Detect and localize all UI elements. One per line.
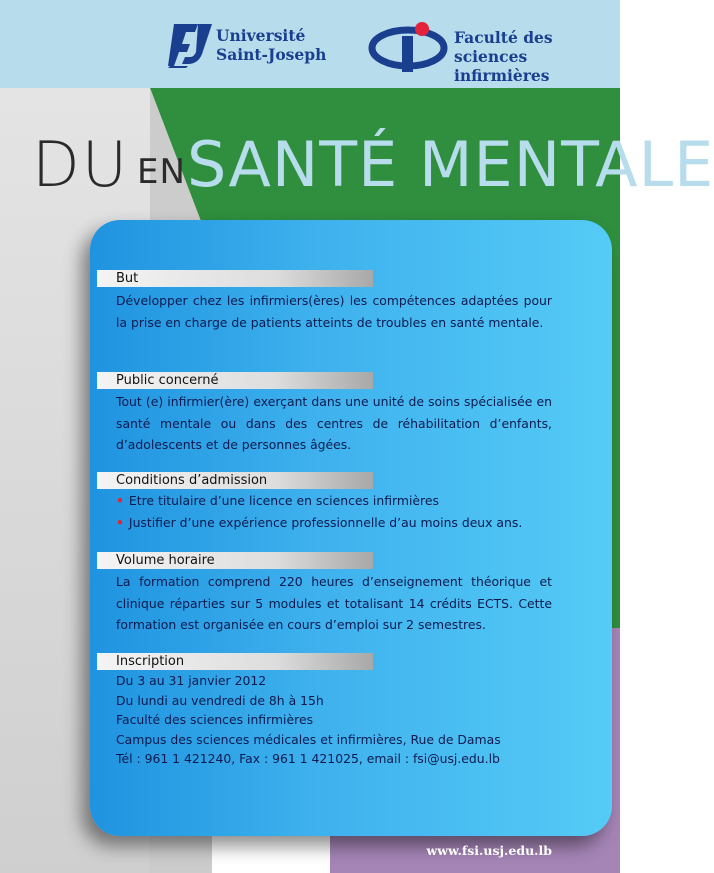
fsi-emblem-icon: [370, 20, 450, 74]
title-en: EN: [137, 152, 186, 192]
list-item: • Justifier d’une expérience professionnelle d’au moins deux ans.: [116, 514, 523, 530]
section-heading-conditions: Conditions d’admission: [97, 472, 373, 489]
fsi-name-line1: Faculté des: [454, 28, 553, 47]
section-text-volume: La formation comprend 220 heures d’enseignement théorique et clinique réparties sur 5 modules et totalisant 14 crédits ECTS. Cette formation est organisée en cours d’emploi sur 2 semestres.: [116, 574, 552, 632]
section-heading-inscription: Inscription: [97, 653, 373, 670]
title-du: DU: [32, 128, 130, 201]
inscription-line: Tél : 961 1 421240, Fax : 961 1 421025, email : fsi@usj.edu.lb: [116, 751, 500, 766]
list-item: • Etre titulaire d’une licence en sciences infirmières: [116, 493, 439, 508]
usj-logo: [168, 18, 328, 78]
inscription-line: Campus des sciences médicales et infirmières, Rue de Damas: [116, 731, 501, 747]
inscription-lines: [116, 671, 576, 769]
fsi-logo: [370, 18, 610, 85]
inscription-line: Faculté des sciences infirmières: [116, 712, 314, 727]
conditions-list: [116, 490, 576, 533]
fsi-name-line2: sciences infirmières: [454, 47, 550, 85]
section-text-public: Tout (e) infirmier(ère) exerçant dans une unité de soins spécialisée en santé mentale ou dans des centres de réhabilitation d’enfants, d’adolescents et de personnes âgées.: [116, 394, 552, 452]
section-heading-public: Public concerné: [97, 372, 373, 389]
bullet-icon: •: [116, 493, 124, 508]
bullet-icon: •: [116, 514, 124, 530]
title-sante-mentale: SANTÉ MENTALE: [187, 128, 714, 201]
website-link[interactable]: www.fsi.usj.edu.lb: [426, 843, 552, 858]
usj-name-line1: Université: [216, 26, 306, 45]
usj-name-line2: Saint-Joseph: [216, 45, 327, 64]
inscription-line: Du 3 au 31 janvier 2012: [116, 673, 267, 688]
section-text-but: Développer chez les infirmiers(ères) les compétences adaptées pour la prise en charge de patients atteints de troubles en santé mentale.: [116, 293, 552, 330]
usj-emblem-icon: [168, 22, 216, 68]
page-title: [30, 128, 714, 208]
inscription-line: Du lundi au vendredi de 8h à 15h: [116, 692, 324, 708]
section-heading-but: But: [97, 270, 373, 287]
section-heading-volume: Volume horaire: [97, 552, 373, 569]
